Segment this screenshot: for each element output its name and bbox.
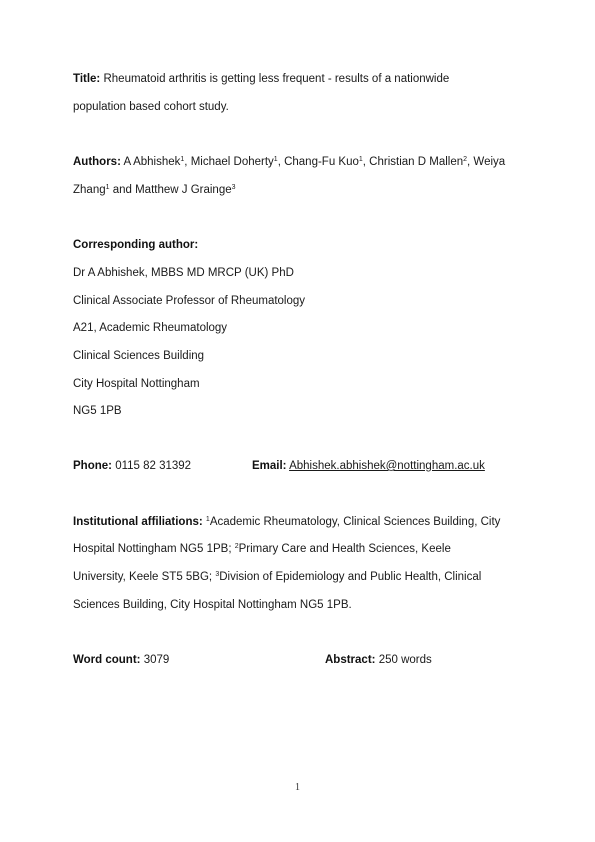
corresponding-line: Clinical Associate Professor of Rheumatology bbox=[73, 295, 306, 307]
word-count-label: Word count: bbox=[73, 654, 141, 666]
author-affiliation-marker: 1 bbox=[273, 156, 278, 163]
email-line bbox=[252, 459, 485, 473]
corresponding-line: A21, Academic Rheumatology bbox=[73, 322, 228, 334]
title-line-1 bbox=[73, 72, 449, 86]
authors-line-2 bbox=[73, 183, 236, 197]
affiliations-line-1 bbox=[73, 515, 500, 529]
author-name: Matthew J Grainge bbox=[135, 184, 232, 196]
author-separator: , Weiya bbox=[467, 156, 506, 168]
author-name: Zhang bbox=[73, 184, 106, 196]
corresponding-label: Corresponding author: bbox=[73, 239, 199, 251]
page-number: 1 bbox=[295, 782, 300, 793]
phone-number: 0115 82 31392 bbox=[115, 460, 192, 472]
email-label: Email: bbox=[252, 460, 287, 472]
author-separator: , bbox=[362, 156, 370, 168]
author-affiliation-marker: 1 bbox=[358, 156, 363, 163]
author-name: Michael Doherty bbox=[190, 156, 274, 168]
affiliation-marker: 2 bbox=[234, 543, 239, 550]
title-text-1: Rheumatoid arthritis is getting less frequent - results of a nationwide bbox=[103, 73, 450, 85]
affiliation-text: Primary Care and Health Sciences, Keele bbox=[238, 543, 451, 555]
affiliations-label: Institutional affiliations: bbox=[73, 516, 203, 528]
author-affiliation-marker: 3 bbox=[231, 184, 236, 191]
author-name: Chang-Fu Kuo bbox=[284, 156, 359, 168]
corresponding-line: NG5 1PB bbox=[73, 405, 122, 417]
corresponding-heading bbox=[73, 238, 198, 252]
corresponding-line: Dr A Abhishek, MBBS MD MRCP (UK) PhD bbox=[73, 267, 294, 279]
title-text-2: population based cohort study. bbox=[73, 101, 229, 113]
authors-list-2 bbox=[73, 184, 236, 196]
phone-label: Phone: bbox=[73, 460, 112, 472]
affiliation-marker: 1 bbox=[205, 516, 210, 523]
authors-label: Authors: bbox=[73, 156, 121, 168]
word-count bbox=[73, 653, 169, 667]
abstract-count-value: 250 words bbox=[378, 654, 432, 666]
word-count-value: 3079 bbox=[143, 654, 170, 666]
author-name: A Abhishek bbox=[123, 156, 181, 168]
affiliation-text: Hospital Nottingham NG5 1PB; bbox=[73, 543, 235, 555]
affiliation-text: University, Keele ST5 5BG; bbox=[73, 571, 216, 583]
affiliation-text: Sciences Building, City Hospital Nottingham NG5 1PB. bbox=[73, 599, 352, 611]
author-separator: , bbox=[184, 156, 191, 168]
affiliations-line-4 bbox=[73, 598, 352, 612]
abstract-count-label: Abstract: bbox=[325, 654, 376, 666]
authors-list-1 bbox=[123, 156, 505, 168]
affiliation-text: Academic Rheumatology, Clinical Sciences Building, City bbox=[209, 516, 501, 528]
author-separator: , bbox=[277, 156, 285, 168]
title-line-2 bbox=[73, 100, 229, 114]
phone-line bbox=[73, 459, 191, 473]
author-affiliation-marker: 2 bbox=[463, 156, 468, 163]
author-separator: and bbox=[109, 184, 136, 196]
email-link[interactable]: Abhishek.abhishek@nottingham.ac.uk bbox=[289, 460, 485, 472]
affiliations-line-3 bbox=[73, 570, 481, 584]
author-affiliation-marker: 1 bbox=[180, 156, 185, 163]
author-affiliation-marker: 1 bbox=[105, 184, 110, 191]
corresponding-line: Clinical Sciences Building bbox=[73, 350, 205, 362]
authors-line-1 bbox=[73, 155, 505, 169]
title-label: Title: bbox=[73, 73, 101, 85]
affiliations-line-2 bbox=[73, 542, 451, 556]
author-name: Christian D Mallen bbox=[369, 156, 464, 168]
affiliation-marker: 3 bbox=[215, 571, 220, 578]
affiliation-text: Division of Epidemiology and Public Health, Clinical bbox=[219, 571, 482, 583]
corresponding-line: City Hospital Nottingham bbox=[73, 378, 200, 390]
abstract-count bbox=[325, 653, 432, 667]
